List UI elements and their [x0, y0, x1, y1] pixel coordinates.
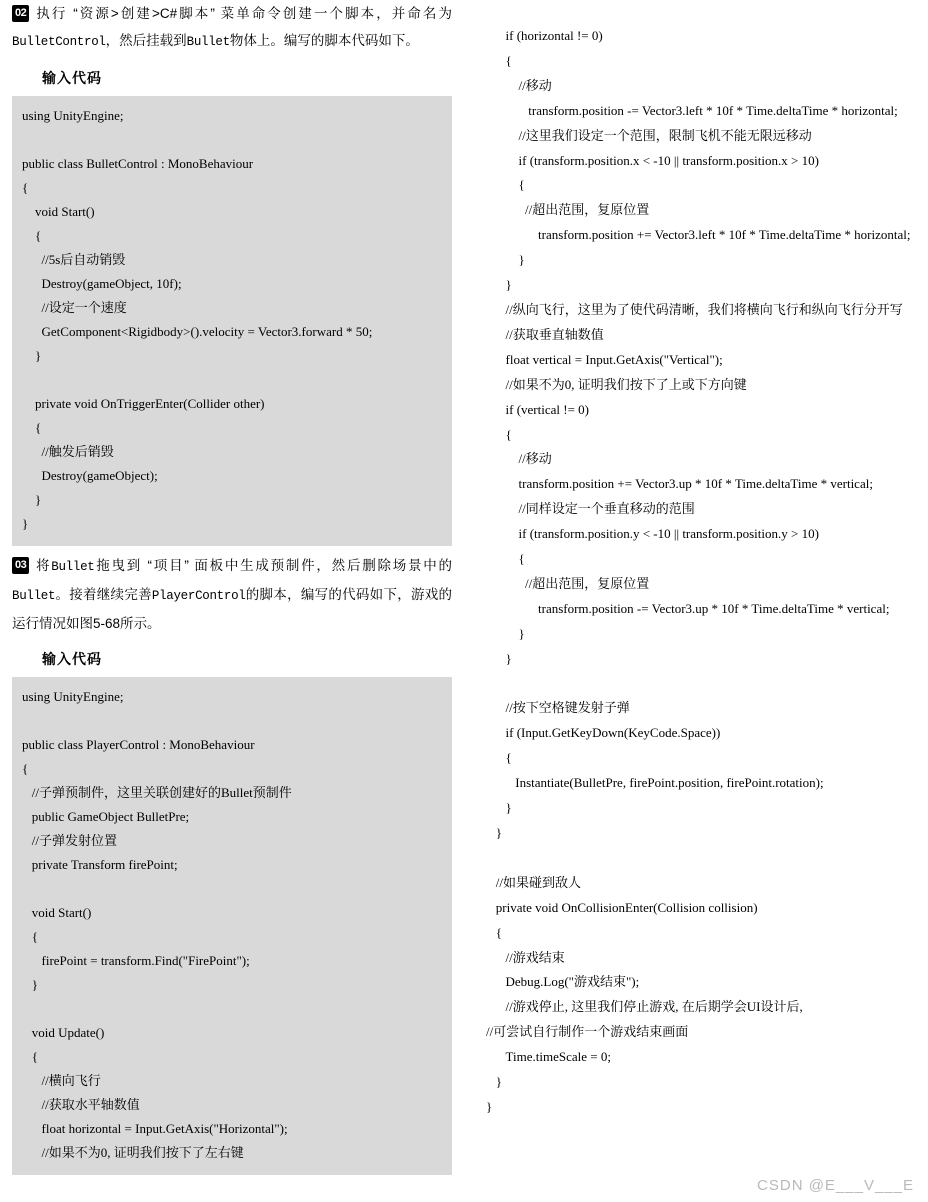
code-player-control-line: //如果不为0, 证明我们按下了左右键 — [22, 1145, 244, 1160]
code-bullet-control-line: void Start() — [22, 204, 95, 219]
code-player-control-cont-line: //可尝试自行制作一个游戏结束画面 — [486, 1024, 689, 1040]
code-player-control-cont-line: //按下空格键发射子弹 — [486, 700, 630, 716]
code-player-control-cont-line: } — [486, 1098, 493, 1114]
code-player-control-line: { — [22, 761, 29, 776]
code-player-control-cont-line: { — [486, 924, 502, 940]
code-player-control-cont-line: //超出范围，复原位置 — [486, 575, 650, 591]
code-player-control-cont-line: if (horizontal != 0) — [486, 28, 603, 43]
code-player-control-line: float horizontal = Input.GetAxis("Horizontal"); — [22, 1121, 288, 1136]
code-player-control-cont-line: } — [486, 252, 525, 268]
code-player-control-cont-line: { — [486, 551, 525, 567]
code-player-control-cont-line: //这里我们设定一个范围，限制飞机不能无限远移动 — [486, 127, 812, 143]
code-bullet-control-line — [22, 128, 442, 152]
code-player-control-line: using UnityEngine; — [22, 689, 124, 704]
code-player-control-line: //子弹预制件，这里关联创建好的Bullet预制件 — [22, 785, 292, 800]
code-bullet-control-line: { — [22, 180, 29, 195]
code-player-control-cont-line: transform.position += Vector3.up * 10f * Time.deltaTime * vertical; — [486, 476, 873, 492]
code-player-control-cont-line: //纵向飞行，这里为了使代码清晰，我们将横向飞行和纵向飞行分开写 — [486, 301, 903, 317]
code-player-control-cont-line: } — [486, 800, 512, 816]
code-player-control-line: //横向飞行 — [22, 1073, 101, 1088]
code-player-control-cont-line: //移动 — [486, 77, 552, 93]
code-bullet-control-line: Destroy(gameObject, 10f); — [22, 276, 182, 291]
code-bullet-control-line: } — [22, 516, 29, 531]
step-03-text-mid2: 。接着继续完善 — [55, 587, 152, 602]
code-player-control-cont-line: //超出范围，复原位置 — [486, 202, 650, 218]
code-player-control-cont-line: float vertical = Input.GetAxis("Vertical"); — [486, 351, 723, 367]
code-block-player-control — [12, 677, 452, 1175]
code-bullet-control-line: } — [22, 492, 42, 507]
step-02-text-mid: ，然后挂载到 — [105, 33, 187, 48]
code-player-control-line — [22, 997, 442, 1021]
code-player-control-cont-line: //获取垂直轴数值 — [486, 326, 604, 342]
code-bullet-control-line: { — [22, 228, 42, 243]
watermark-text: CSDN @E___V___E — [757, 1177, 914, 1194]
code-player-control-cont-line: transform.position -= Vector3.up * 10f * Time.deltaTime * vertical; — [486, 600, 890, 616]
code-block-bullet-control — [12, 96, 452, 546]
code-bullet-control-line: //触发后销毁 — [22, 444, 114, 459]
input-code-heading-1: 输入代码 — [42, 70, 102, 86]
code-player-control-cont-line: { — [486, 52, 512, 68]
code-bullet-control-line: { — [22, 420, 42, 435]
step-02-mono-1: BulletControl — [12, 35, 106, 49]
code-player-control-cont-line: private void OnCollisionEnter(Collision collision) — [486, 899, 758, 915]
step-03-paragraph — [12, 552, 452, 637]
code-player-control-cont-line: if (Input.GetKeyDown(KeyCode.Space)) — [486, 725, 721, 741]
code-player-control-cont-line: { — [486, 426, 512, 442]
code-player-control-cont-line: if (vertical != 0) — [486, 401, 589, 417]
step-03-text-after: 的脚本，编写的代码如下，游戏的运行情况如图5-68所示。 — [12, 587, 453, 631]
code-bullet-control-line: using UnityEngine; — [22, 108, 124, 123]
code-bullet-control-line: public class BulletControl : MonoBehaviour — [22, 156, 254, 171]
code-bullet-control-line: //5s后自动销毁 — [22, 252, 126, 267]
code-bullet-control-line — [22, 368, 442, 392]
step-03-mono-1: Bullet — [51, 560, 95, 574]
input-code-heading-2: 输入代码 — [42, 651, 102, 667]
code-player-control-cont-line: { — [486, 750, 512, 766]
step-02-paragraph — [12, 0, 452, 56]
code-player-control-cont-line: Debug.Log("游戏结束"); — [486, 974, 640, 990]
code-player-control-line: public GameObject BulletPre; — [22, 809, 190, 824]
code-player-control-cont-line: } — [486, 650, 512, 666]
code-player-control-line — [22, 709, 442, 733]
code-bullet-control-line: GetComponent<Rigidbody>().velocity = Vector3.forward * 50; — [22, 324, 373, 339]
code-player-control-cont-line: //如果碰到敌人 — [486, 874, 581, 890]
right-column — [486, 0, 928, 1120]
code-bullet-control-line: private void OnTriggerEnter(Collider other) — [22, 396, 265, 411]
code-player-control-line: } — [22, 977, 38, 992]
left-column — [12, 0, 452, 1175]
code-player-control-line — [22, 877, 442, 901]
code-player-control-cont-line: transform.position += Vector3.left * 10f * Time.deltaTime * horizontal; — [486, 227, 911, 243]
step-02-text-before: 执行 “资源>创建>C#脚本” 菜单命令创建一个脚本，并命名为 — [34, 6, 452, 21]
code-player-control-cont-line: //同样设定一个垂直移动的范围 — [486, 501, 695, 517]
step-03-text-mid1: 拖曳到 “项目” 面板中生成预制件，然后删除场景中的 — [94, 558, 453, 573]
code-player-control-line: { — [22, 1049, 38, 1064]
code-player-control-cont-line — [486, 672, 928, 697]
step-number-badge: 03 — [12, 557, 29, 574]
code-player-control-cont-line: //游戏结束 — [486, 949, 565, 965]
code-player-control-cont-line: } — [486, 1074, 502, 1090]
code-player-control-cont-line: Time.timeScale = 0; — [486, 1049, 611, 1065]
code-player-control-line: firePoint = transform.Find("FirePoint"); — [22, 953, 250, 968]
code-bullet-control-line: //设定一个速度 — [22, 300, 127, 315]
code-player-control-line: { — [22, 929, 38, 944]
code-player-control-cont-line: transform.position -= Vector3.left * 10f * Time.deltaTime * horizontal; — [486, 102, 898, 118]
step-02-text-after: 物体上。编写的脚本代码如下。 — [229, 33, 419, 48]
code-player-control-line: void Update() — [22, 1025, 105, 1040]
code-player-control-cont-line: { — [486, 177, 525, 193]
code-player-control-cont-line: //游戏停止, 这里我们停止游戏, 在后期学会UI设计后, — [486, 999, 803, 1015]
step-02-mono-2: Bullet — [186, 35, 230, 49]
code-player-control-line: public class PlayerControl : MonoBehaviour — [22, 737, 255, 752]
code-player-control-cont-line: if (transform.position.y < -10 || transform.position.y > 10) — [486, 526, 819, 542]
code-player-control-cont-line: } — [486, 625, 525, 641]
code-player-control-cont-line: } — [486, 825, 502, 840]
code-bullet-control-line: } — [22, 348, 42, 363]
step-03-mono-2: Bullet — [12, 589, 56, 603]
code-block-player-control-continued — [486, 0, 928, 1120]
code-player-control-cont-line: } — [486, 277, 512, 293]
step-number-badge: 02 — [12, 5, 29, 22]
code-player-control-cont-line: //移动 — [486, 451, 552, 467]
code-player-control-cont-line: //如果不为0, 证明我们按下了上或下方向键 — [486, 376, 747, 392]
code-player-control-line: //子弹发射位置 — [22, 833, 117, 848]
step-03-mono-3: PlayerControl — [151, 589, 246, 603]
code-player-control-cont-line: Instantiate(BulletPre, firePoint.position, firePoint.rotation); — [486, 775, 824, 791]
code-player-control-cont-line — [486, 846, 928, 871]
code-player-control-line: //获取水平轴数值 — [22, 1097, 140, 1112]
code-player-control-cont-line: if (transform.position.x < -10 || transform.position.x > 10) — [486, 152, 819, 168]
code-player-control-line: private Transform firePoint; — [22, 857, 178, 872]
code-bullet-control-line: Destroy(gameObject); — [22, 468, 158, 483]
code-player-control-line: void Start() — [22, 905, 92, 920]
step-03-text-before: 将 — [34, 558, 52, 573]
